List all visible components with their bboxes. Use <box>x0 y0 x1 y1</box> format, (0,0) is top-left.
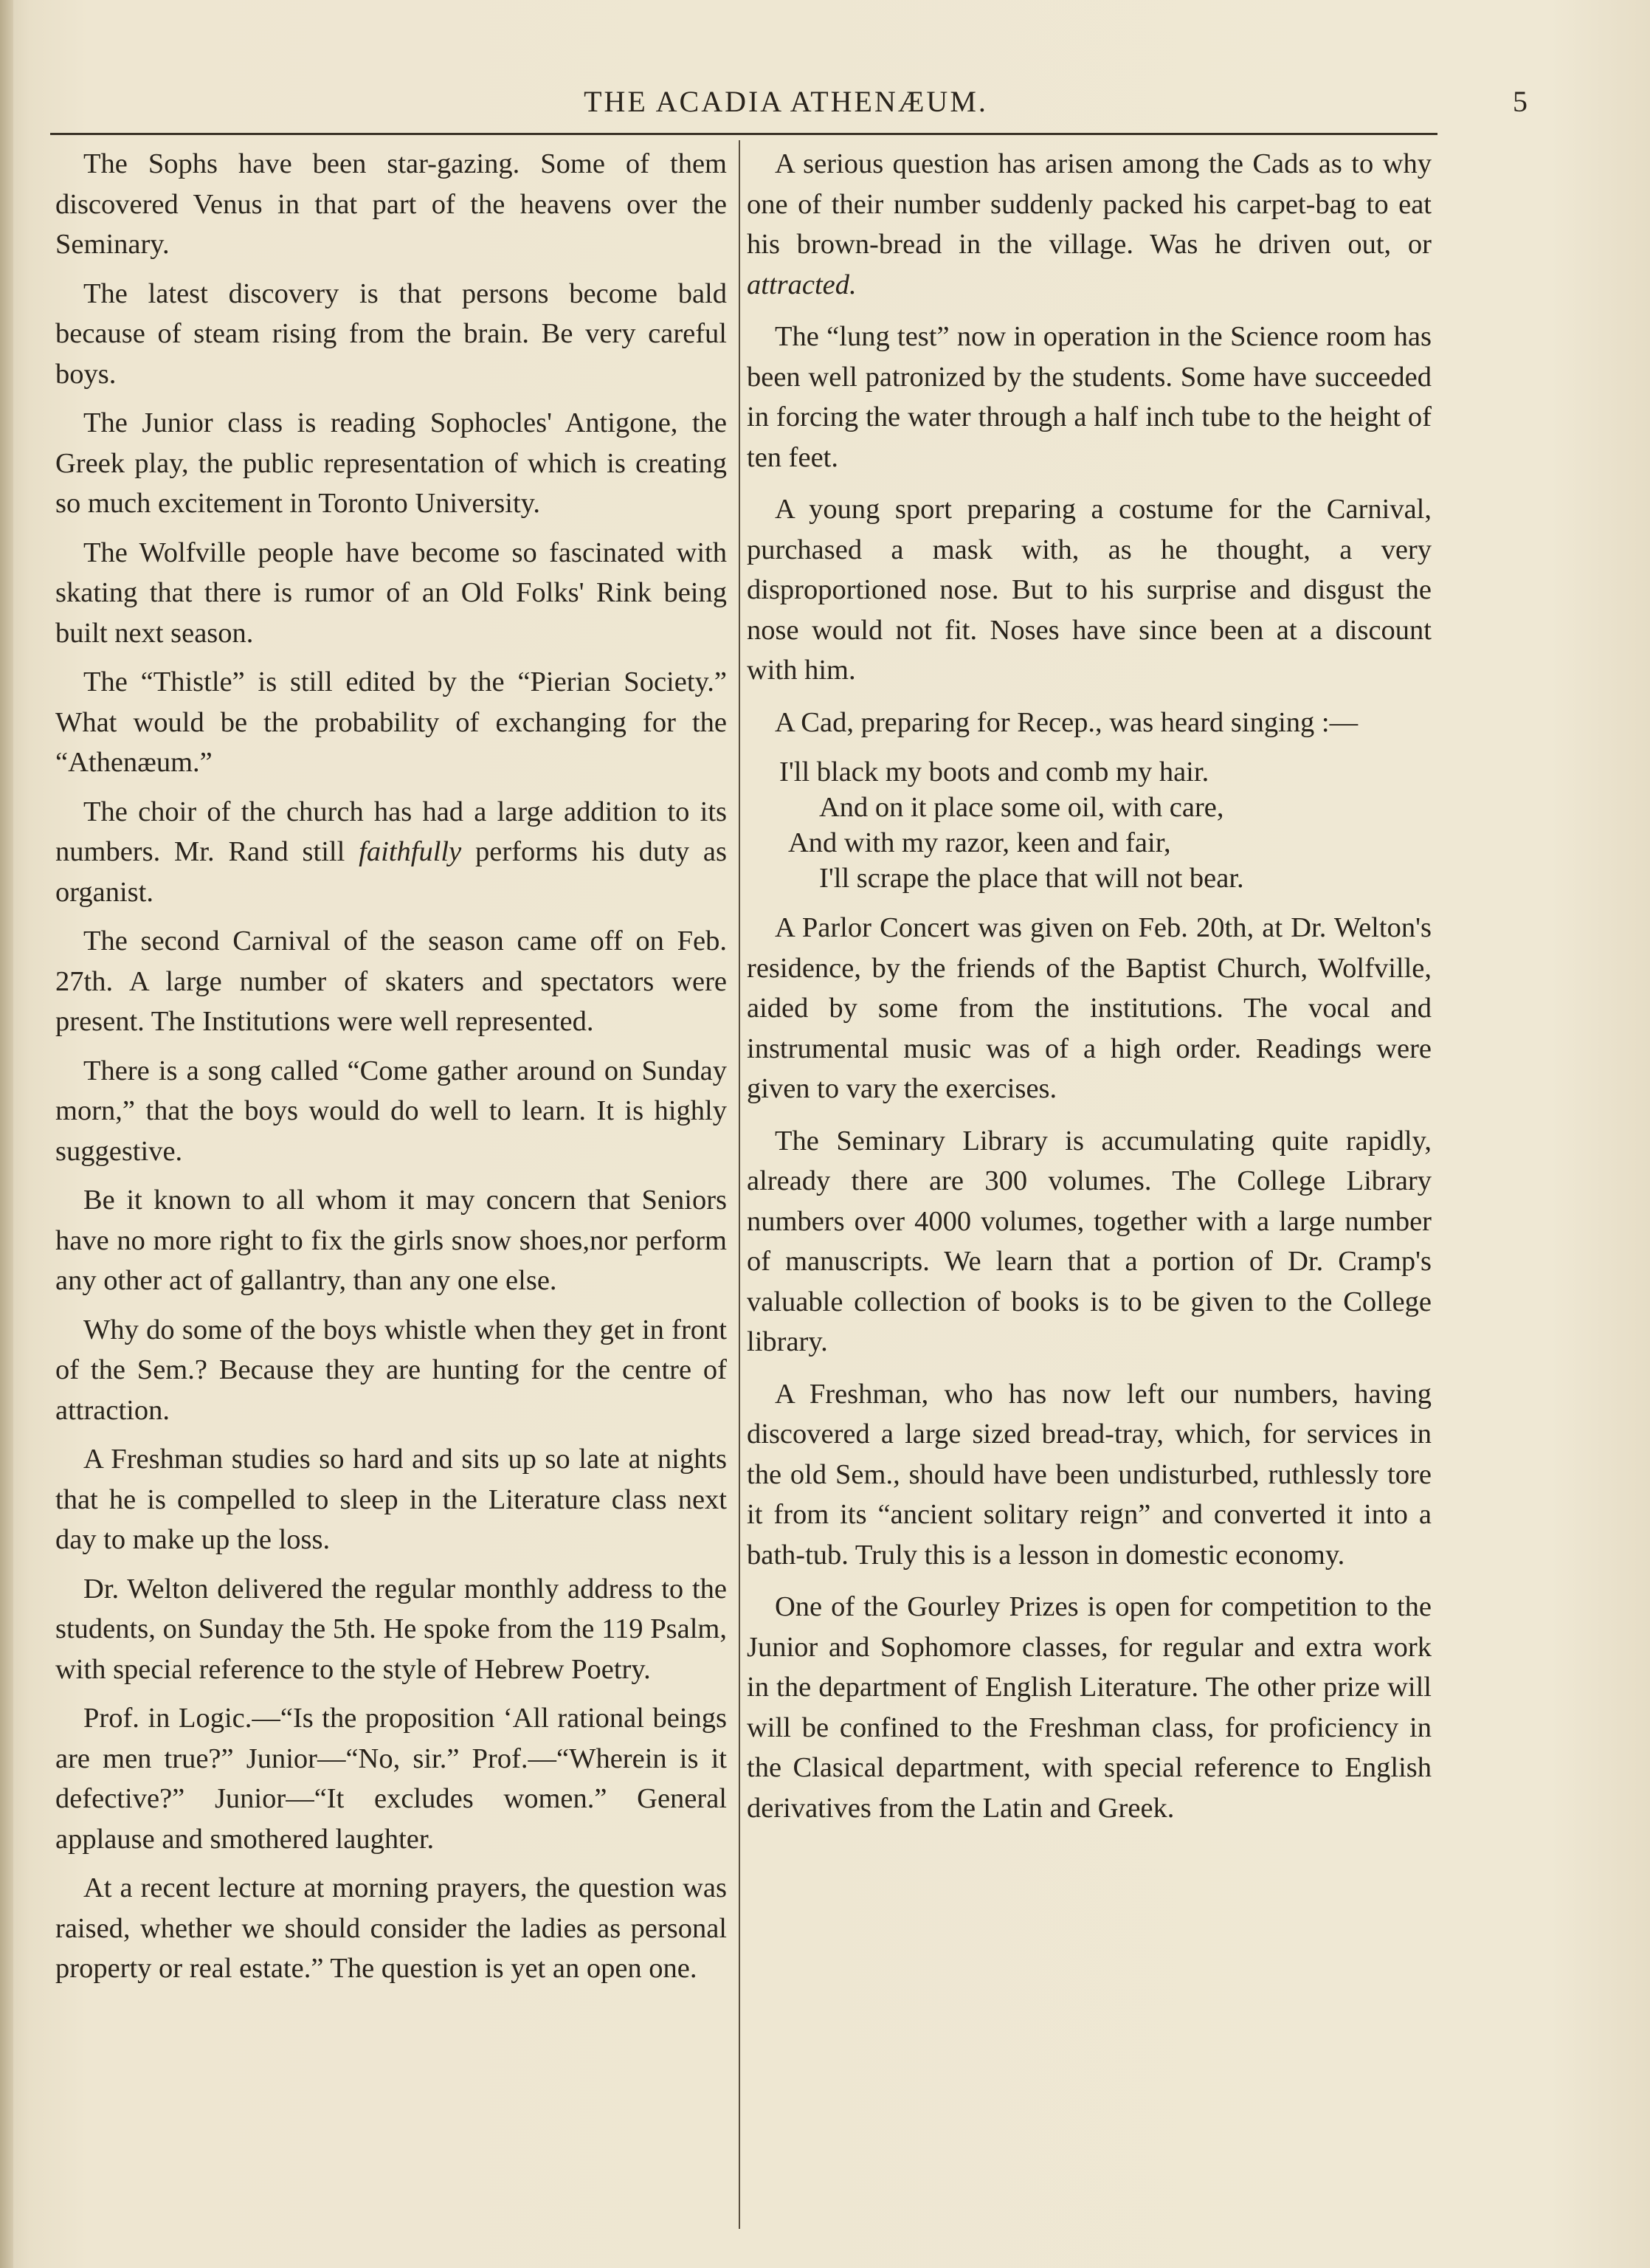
news-item-junior-antigone: The Junior class is reading Sophocles' Antigone, the Greek play, the public representation of which is creating so much excitement in Toronto University. <box>55 407 727 519</box>
news-item-song: There is a song called “Come gather around on Sunday morn,” that the boys would do well to learn. It is highly suggestive. <box>55 1055 727 1167</box>
poem <box>747 754 1432 896</box>
news-item-choir <box>55 792 727 913</box>
news-item-freshman-sleep: A Freshman studies so hard and sits up so late at nights that he is compelled to sleep in the Literature class next day to make up the loss. <box>55 1444 727 1555</box>
poem-line: I'll scrape the place that will not bear. <box>819 863 1244 894</box>
news-item-cad-singing: A Cad, preparing for Recep., was heard singing :— <box>775 706 1359 738</box>
news-item-bread-tray: A Freshman, who has now left our numbers, having discovered a large sized bread-tray, which, for services in the old Sem., should have been undisturbed, ruthlessly tore it from its “ancient solitary reign” and converted it into a bath-tub. Truly this is a lesson in domestic economy. <box>747 1378 1432 1571</box>
news-item-parlor-concert: A Parlor Concert was given on Feb. 20th, at Dr. Welton's residence, by the friends of the Baptist Church, Wolfville, aided by some from the institutions. The vocal and instrumental music was of a high order. Readings were given to vary the exercises. <box>747 912 1432 1104</box>
publication-title: THE ACADIA ATHENÆUM. <box>584 85 988 118</box>
news-item-lung-test: The “lung test” now in operation in the Science room has been well patronized by the students. Some have succeeded in forcing the water through a half inch tube to the height of ten feet. <box>747 321 1432 473</box>
news-item-welton-address: Dr. Welton delivered the regular monthly address to the students, on Sunday the 5th. He spoke from the 119 Psalm, with special reference to the style of Hebrew Poetry. <box>55 1573 727 1685</box>
left-column <box>55 144 727 1998</box>
news-item-sophs-stargazing: The Sophs have been star-gazing. Some of them discovered Venus in that part of the heavens over the Seminary. <box>55 148 727 260</box>
poem-line: I'll black my boots and comb my hair. <box>779 756 1209 787</box>
cads-text-italic: attracted. <box>747 269 857 300</box>
column-divider <box>739 140 740 2229</box>
choir-text-after: performs his duty as organist. <box>55 836 727 908</box>
news-item-whistle: Why do some of the boys whistle when they get in front of the Sem.? Because they are hunting for the centre of attraction. <box>55 1314 727 1426</box>
choir-text-italic: faithfully <box>359 836 462 867</box>
right-column <box>747 144 1432 1840</box>
poem-line: And on it place some oil, with care, <box>819 792 1224 823</box>
news-item-lecture: At a recent lecture at morning prayers, the question was raised, whether we should consider the ladies as personal property or real estate.” The question is yet an open one. <box>55 1872 727 1984</box>
news-item-wolfville-skating: The Wolfville people have become so fascinated with skating that there is rumor of an Old Folks' Rink being built next season. <box>55 537 727 649</box>
page-header <box>44 80 1528 124</box>
news-item-snow-shoes: Be it known to all whom it may concern that Seniors have no more right to fix the girls snow shoes,nor perform any other act of gallantry, than any one else. <box>55 1185 727 1296</box>
choir-text-before: The choir of the church has had a large addition to its numbers. Mr. Rand still <box>55 796 727 867</box>
header-rule <box>50 133 1437 135</box>
page-number: 5 <box>1513 85 1528 118</box>
news-item-bald-discovery: The latest discovery is that persons become bald because of steam rising from the brain. Be very careful boys. <box>55 278 727 390</box>
news-item-cads-question <box>747 144 1432 305</box>
page-binding-edge <box>0 0 13 2268</box>
news-item-gourley-prizes: One of the Gourley Prizes is open for competition to the Junior and Sophomore classes, for regular and extra work in the department of English Literature. The other prize will will be confined to the Freshman class, for proficiency in the Clasical department, with special reference to English derivatives from the Latin and Greek. <box>747 1591 1432 1824</box>
news-item-logic: Prof. in Logic.—“Is the proposition ‘All rational beings are men true?” Junior—“No, sir.” Prof.—“Wherein is it defective?” Junior—“It excludes women.” General applause and smothered laughter. <box>55 1703 727 1855</box>
news-item-second-carnival: The second Carnival of the season came off on Feb. 27th. A large number of skaters and spectators were present. The Institutions were well represented. <box>55 926 727 1037</box>
news-item-mask: A young sport preparing a costume for the Carnival, purchased a mask with, as he thought, a very disproportioned nose. But to his surprise and disgust the nose would not fit. Noses have since been at a discount with him. <box>747 494 1432 686</box>
cads-text-before: A serious question has arisen among the Cads as to why one of their number suddenly packed his carpet-bag to eat his brown-bread in the village. Was he driven out, or <box>747 148 1432 260</box>
news-item-seminary-library: The Seminary Library is accumulating quite rapidly, already there are 300 volumes. The College Library numbers over 4000 volumes, together with a large number of manuscripts. We learn that a portion of Dr. Cramp's valuable collection of books is to be given to the College library. <box>747 1125 1432 1357</box>
poem-line: And with my razor, keen and fair, <box>788 827 1171 858</box>
news-item-thistle: The “Thistle” is still edited by the “Pierian Society.” What would be the probability of exchanging for the “Athenæum.” <box>55 666 727 778</box>
